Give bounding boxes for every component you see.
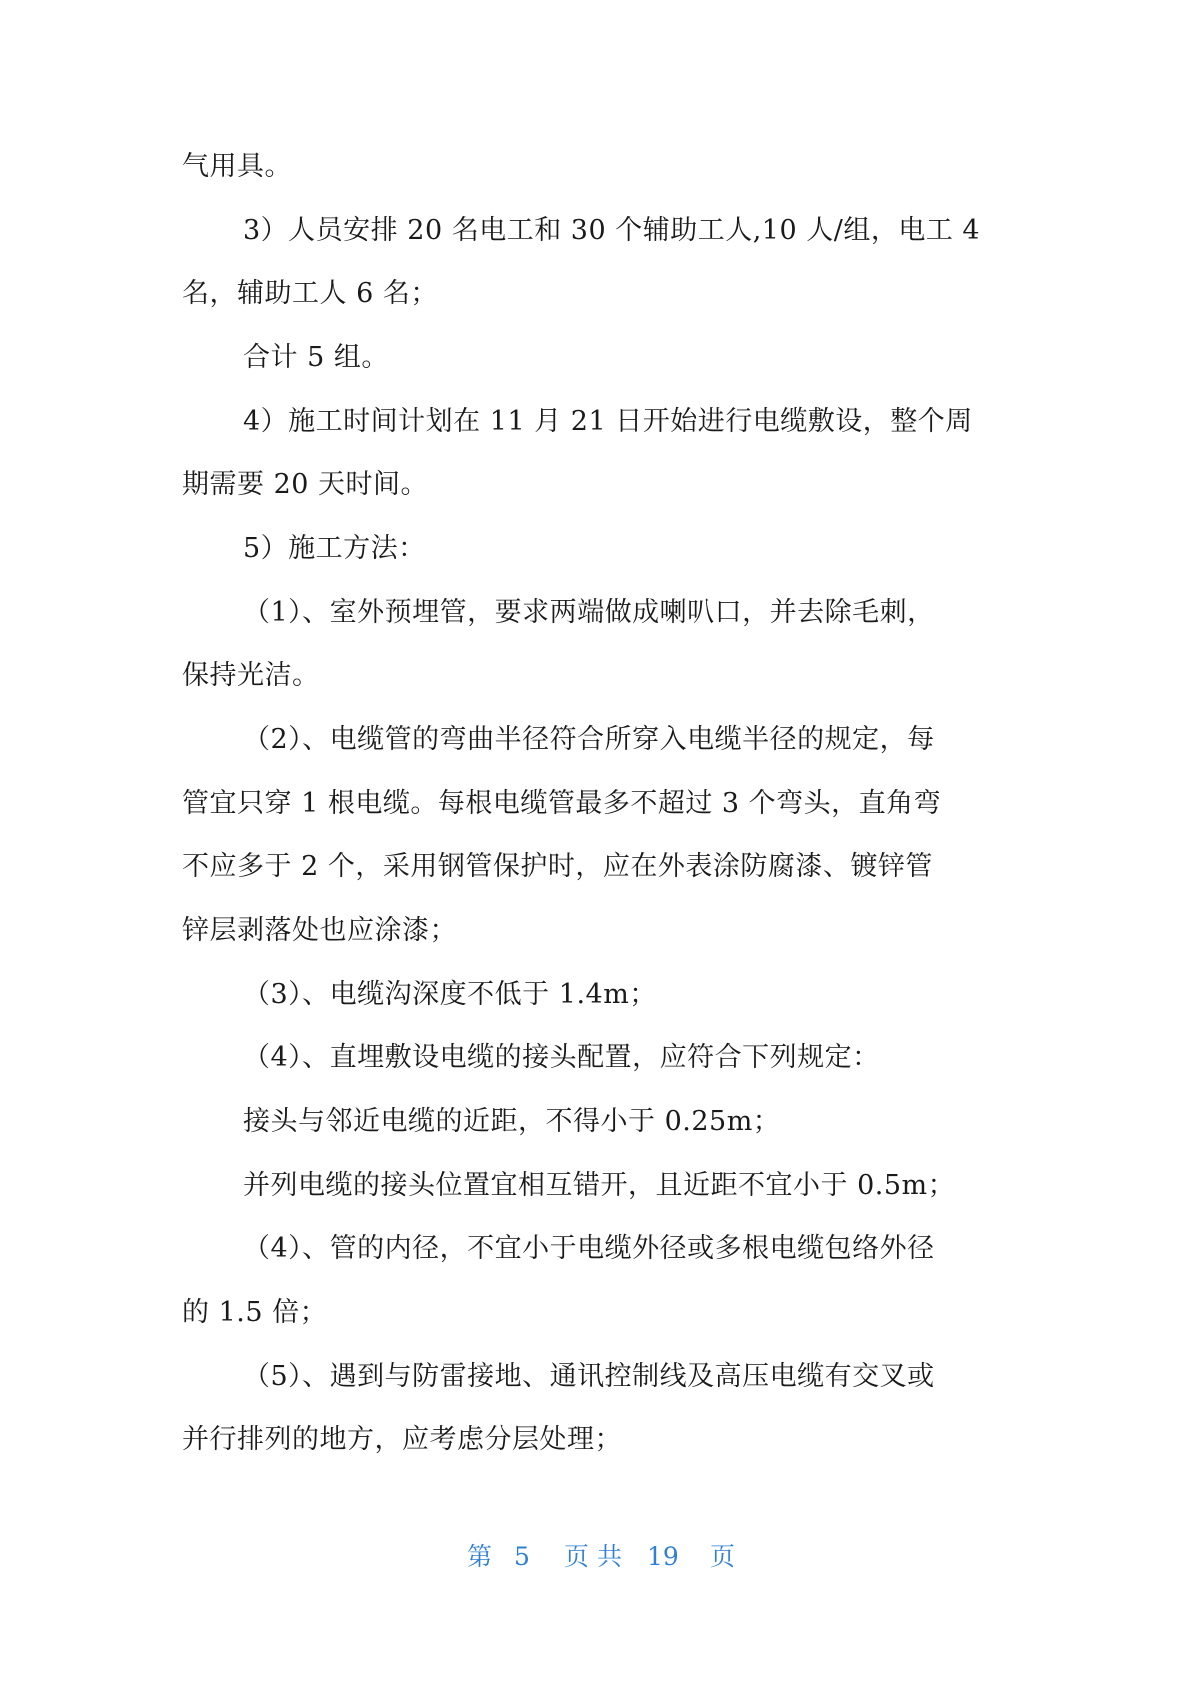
text-line-16: 接头与邻近电缆的近距，不得小于 0.25m； <box>243 1106 781 1137</box>
text-line-3: 名，辅助工人 6 名； <box>182 278 438 309</box>
text-line-1: 气用具。 <box>182 151 292 182</box>
text-line-18: （4）、管的内径，不宜小于电缆外径或多根电缆包络外径 <box>243 1233 935 1264</box>
text-line-21: 并行排列的地方，应考虑分层处理； <box>182 1424 622 1455</box>
text-line-8: （1）、室外预埋管，要求两端做成喇叭口，并去除毛刺， <box>243 597 935 628</box>
text-line-9: 保持光洁。 <box>182 660 320 691</box>
footer-di: 第 <box>467 1542 493 1571</box>
footer-ye-gong: 页 共 <box>564 1542 622 1571</box>
text-line-19: 的 1.5 倍； <box>182 1297 328 1328</box>
text-line-14: （3）、电缆沟深度不低于 1.4m； <box>243 979 657 1010</box>
text-line-7: 5）施工方法： <box>243 533 426 564</box>
text-line-6: 期需要 20 天时间。 <box>182 469 429 500</box>
text-line-17: 并列电缆的接头位置宜相互错开，且近距不宜小于 0.5m； <box>243 1170 956 1201</box>
footer-current-page: 5 <box>514 1542 530 1571</box>
text-line-10: （2）、电缆管的弯曲半径符合所穿入电缆半径的规定，每 <box>243 724 935 755</box>
footer-ye: 页 <box>710 1542 736 1571</box>
text-line-20: （5）、遇到与防雷接地、通讯控制线及高压电缆有交叉或 <box>243 1361 935 1392</box>
footer-total-pages: 19 <box>647 1542 679 1571</box>
text-line-4: 合计 5 组。 <box>243 342 389 373</box>
text-line-15: （4）、直埋敷设电缆的接头配置，应符合下列规定： <box>243 1042 880 1073</box>
page-footer <box>0 1537 1191 1577</box>
text-line-2: 3）人员安排 20 名电工和 30 个辅助工人,10 人/组，电工 4 <box>243 215 981 246</box>
text-line-11: 管宜只穿 1 根电缆。每根电缆管最多不超过 3 个弯头，直角弯 <box>182 788 942 819</box>
text-line-13: 锌层剥落处也应涂漆； <box>182 915 457 946</box>
text-line-12: 不应多于 2 个，采用钢管保护时，应在外表涂防腐漆、镀锌管 <box>182 851 933 882</box>
text-line-5: 4）施工时间计划在 11 月 21 日开始进行电缆敷设，整个周 <box>243 406 973 437</box>
